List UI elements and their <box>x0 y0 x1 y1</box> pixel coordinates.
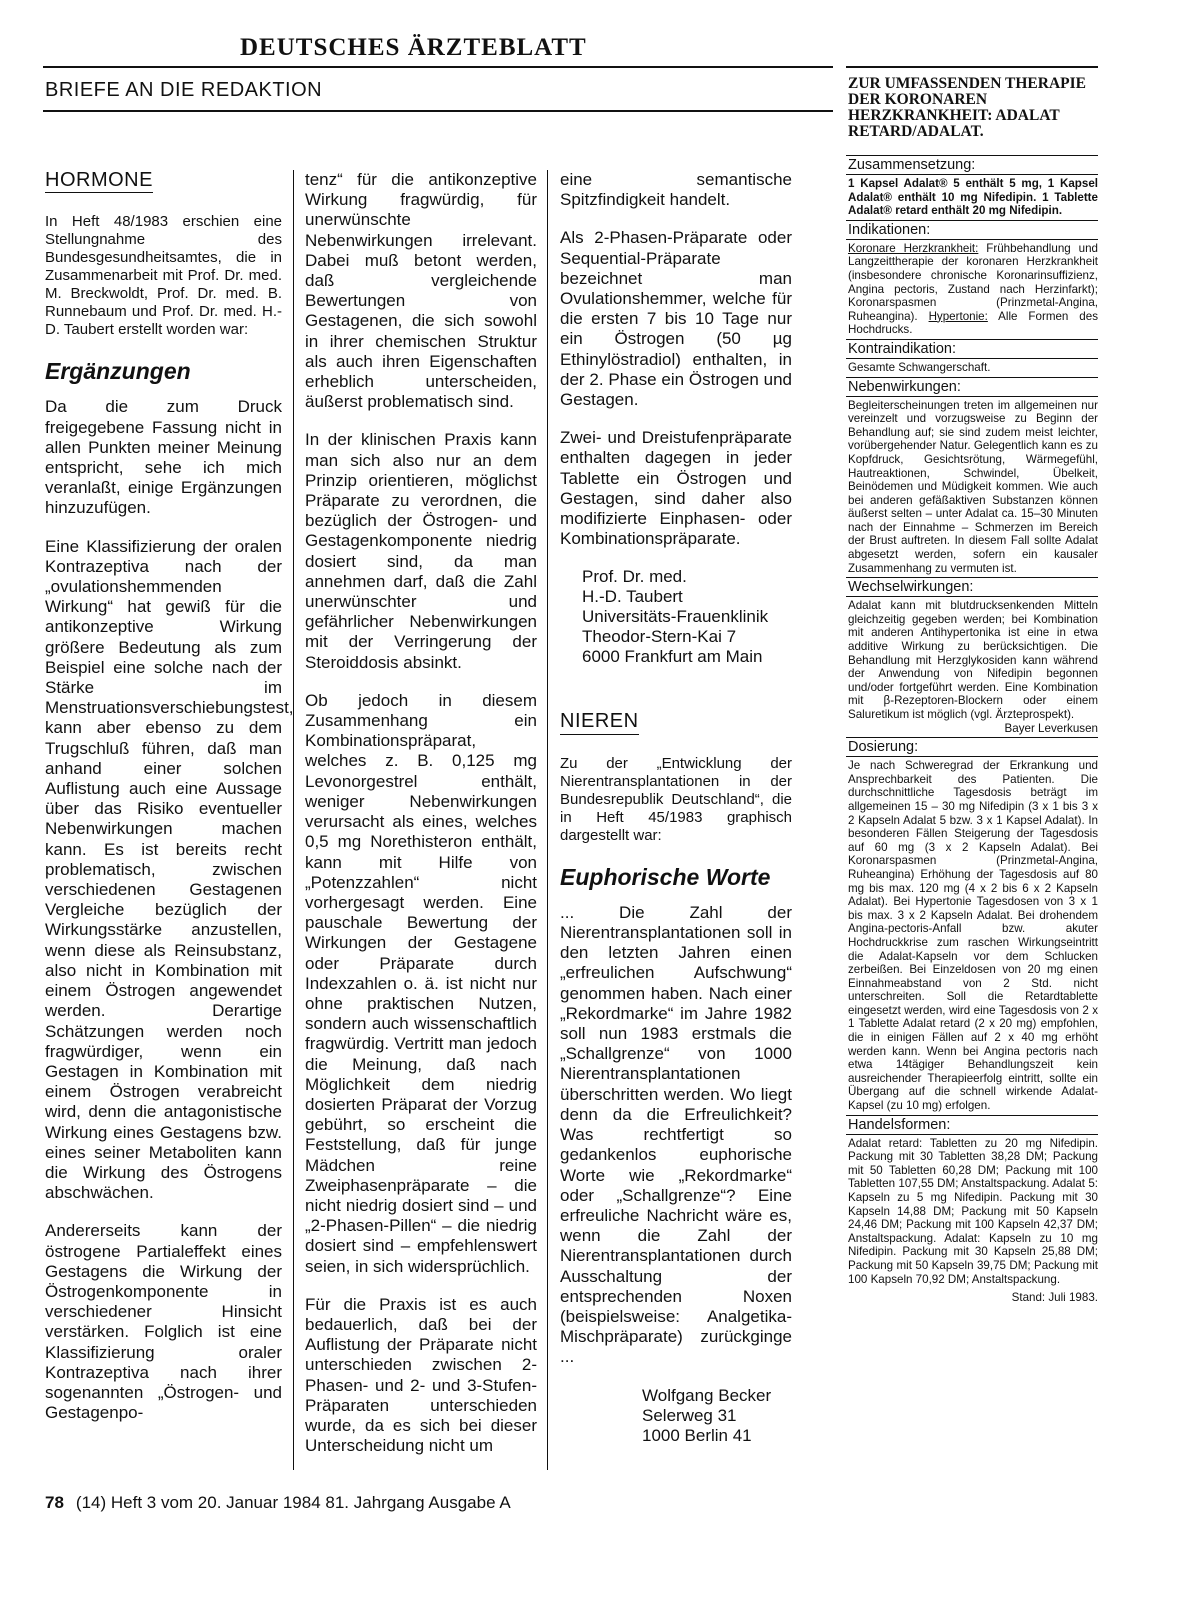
sidebar-text <box>846 597 1098 738</box>
sidebar-signoff: Bayer Leverkusen <box>1004 721 1098 735</box>
paragraph: Ob jedoch in diesem Zusammenhang ein Kombinationspräparat, welches z. B. 0,125 mg Levonorgestrel enthält, weniger Nebenwirkungen verursacht als eines, welches 0,5 mg Norethisteron enthält, kann mit Hilfe von „Potenzzahlen“ nicht vorhergesagt werden. Eine pauschale Bewertung der Wirkungen der Gestagene oder Präparate durch Indexzahlen o. ä. ist nicht nur ohne praktischen Nutzen, sondern auch wissenschaftlich fragwürdig. Vertritt man jedoch die Meinung, daß nach Möglichkeit dem niedrig dosierten Präparat der Vorzug gebührt, so erscheint die Feststellung, daß für junge Mädchen reine Zweiphasenpräparate – die nicht niedrig dosiert sind – und „2-Phasen-Pillen“ – die niedrig dosiert sind – empfehlenswert seien, in sich widersprüchlich. <box>305 690 537 1276</box>
signature-line: 6000 Frankfurt am Main <box>582 647 763 667</box>
inline-text: Alle Formen des Hochdrucks. <box>848 309 1098 337</box>
signature-line: Wolfgang Becker <box>642 1385 772 1405</box>
paragraph: Andererseits kann der östrogene Partialeffekt eines Gestagens die Wirkung der Östrogenkomponente in verschiedener Hinsicht verstärken. Folglich ist eine Klassifizierung oraler Kontrazeptiva nach ihrer sogenannten „Östrogen- und Gestagenpo- <box>45 1221 282 1423</box>
intro-text: Zu der „Entwicklung der Nierentransplantationen in der Bundesrepublik Deutschland“, die in Heft 45/1983 graphisch dargestellt war: <box>560 754 792 844</box>
paragraph: In der klinischen Praxis kann man sich also nur an dem Prinzip orientieren, möglichst Präparate zu verordnen, die bezüglich der Östrogen- und Gestagenkomponente niedrig dosiert sind, da man annehmen darf, daß die Zahl unerwünschter und gefährlicher Nebenwirkungen mit der Verringerung der Steroiddosis absinkt. <box>305 430 537 672</box>
sidebar-text: 1 Kapsel Adalat® 5 enthält 5 mg, 1 Kapsel Adalat® enthält 10 mg Nifedipin. 1 Tablette Adalat® retard enthält 20 mg Nifedipin. <box>848 177 1098 218</box>
page-number: 78 <box>45 1493 64 1512</box>
signature-line: Theodor-Stern-Kai 7 <box>582 627 737 647</box>
paragraph: Zwei- und Dreistufenpräparate enthalten dagegen in jeder Tablette ein Östrogen und Gestagen, sind daher also modifizierte Einphasen- oder Kombinationspräparate. <box>560 428 792 549</box>
inline-term: Koronare Herzkrankheit: <box>848 241 979 255</box>
signature-block <box>642 1386 792 1446</box>
signature-line: Universitäts-Frauenklinik <box>582 607 769 627</box>
column-divider <box>293 170 294 1470</box>
signature-line: H.-D. Taubert <box>582 587 683 607</box>
drug-info-sidebar <box>846 66 1098 1308</box>
inline-text: Frühbehandlung und Langzeittherapie der koronaren Herzkrankheit (insbesondere chronische Koronarinsuffizienz, Angina pectoris, Zustand nach Herzinfarkt); Koronarspasmen (Prinzmetal-Angina, Ruheangina). <box>848 241 1098 323</box>
paragraph: Da die zum Druck freigegebene Fassung nicht in allen Punkten meiner Meinung entspricht, sehe ich mich veranlaßt, einige Ergänzungen hinzuzufügen. <box>45 397 282 518</box>
sidebar-date: Stand: Juli 1983. <box>1011 1291 1098 1305</box>
sidebar-heading: Kontraindikation: <box>846 339 1098 359</box>
column-divider <box>547 170 548 1470</box>
topic-heading: NIEREN <box>560 711 639 734</box>
signature-line: Prof. Dr. med. <box>582 567 687 587</box>
signature-line: Selerweg 31 <box>642 1405 737 1425</box>
paragraph: ... Die Zahl der Nierentransplantationen soll in den letzten Jahren einen „erfreulichen Aufschwung“ genommen haben. Nach einer „Rekordmarke“ im Jahre 1982 soll nun 1983 erstmals die „Schallgrenze“ von 1000 Nierentransplantationen überschritten werden. Wo liegt denn da die Erfreulichkeit? Was rechtfertigt so gedankenlos euphorische Worte wie „Rekordmarke“ oder „Schallgrenze“? Eine erfreuliche Nachricht wäre es, wenn die Zahl der Nierentransplantationen durch Ausschaltung der entsprechenden Noxen (beispielsweise: Analgetika-Mischpräparate) zurückginge ... <box>560 902 792 1367</box>
signature-line: 1000 Berlin 41 <box>642 1425 752 1445</box>
sidebar-heading: Handelsformen: <box>846 1115 1098 1135</box>
sidebar-heading: Dosierung: <box>846 737 1098 757</box>
sidebar-title: ZUR UMFASSENDEN THERAPIE DER KORONAREN HERZKRANKHEIT: ADALAT RETARD/ADALAT. <box>848 75 1086 140</box>
sidebar-heading: Wechselwirkungen: <box>846 577 1098 597</box>
column-3 <box>560 170 792 1446</box>
sidebar-text <box>846 240 1098 340</box>
page-footer <box>45 1493 511 1513</box>
column-2 <box>305 170 537 1474</box>
topic-heading: HORMONE <box>45 170 153 193</box>
section-rule <box>43 110 833 112</box>
paragraph: tenz“ für die antikonzeptive Wirkung fragwürdig, für unerwünschte Nebenwirkungen irrelevant. Dabei muß betont werden, daß vergleichende Bewertungen von Gestagenen, die sich sowohl in ihrer chemischen Struktur als auch ihren Eigenschaften erheblich unterscheiden, äußerst problematisch sind. <box>305 170 537 412</box>
paragraph: Eine Klassifizierung der oralen Kontrazeptiva nach der „ovulationshemmenden Wirkung“ hat gewiß für die antikonzeptive Wirkung größere Bedeutung als zum Beispiel eine solche nach der Stärke im Menstruationsverschiebungstest, kann aber ebenso zu dem Trugschluß führen, daß man anhand einer solchen Auflistung auch eine Aussage über das Risiko eventueller Nebenwirkungen machen kann. Es ist bereits recht problematisch, zwischen verschiedenen Gestagenen Vergleiche bezüglich der Wirkungsstärke anzustellen, wenn diese als Reinsubstanz, also nicht in Kombination mit einem Östrogen angewendet werden. Derartige Schätzungen werden noch fragwürdiger, wenn ein Gestagen in Kombination mit einem Östrogen verabreicht wird, denn die antagonistische Wirkung eines Gestagens bzw. eines seiner Metaboliten kann die Wirkung des Östrogens abschwächen. <box>45 536 294 1203</box>
masthead: DEUTSCHES ÄRZTEBLATT <box>240 34 587 61</box>
signature-block <box>582 567 792 667</box>
sidebar-heading: Indikationen: <box>846 220 1098 240</box>
column-1 <box>45 169 294 1441</box>
sidebar-text: Adalat retard: Tabletten zu 20 mg Nifedipin. Packung mit 30 Tabletten 38,28 DM; Packung mit 50 Tabletten 60,28 DM; Packung mit 100 Tabletten 107,55 DM; Anstaltspackung. Adalat 5: Kapseln zu 5 mg Nifedipin. Packung mit 30 Kapseln 14,88 DM; Packung mit 50 Kapseln 24,46 DM; Packung mit 100 Kapseln 42,37 DM; Anstaltspackung. Adalat: Kapseln zu 10 mg Nifedipin. Packung mit 30 Kapseln 25,88 DM; Packung mit 50 Kapseln 39,75 DM; Packung mit 100 Kapseln 70,92 DM; Anstaltspackung. <box>848 1136 1098 1286</box>
paragraph: Als 2-Phasen-Präparate oder Sequential-Präparate bezeichnet man Ovulationshemmer, welche für die ersten 7 bis 10 Tage nur ein Östrogen (50 µg Ethinylöstradiol) enthalten, in der 2. Phase ein Östrogen und Gestagen. <box>560 228 792 410</box>
issue-info: (14) Heft 3 vom 20. Januar 1984 81. Jahrgang Ausgabe A <box>75 1493 511 1512</box>
paragraph: Für die Praxis ist es auch bedauerlich, daß bei der Auflistung der Präparate nicht unterschieden zwischen 2-Phasen- und 2- und 3-Stufen-Präparaten unterschieden wurde, da es sich bei dieser Unterscheidung nicht um <box>305 1294 537 1456</box>
sidebar-heading: Nebenwirkungen: <box>846 377 1098 397</box>
sidebar-text: Je nach Schweregrad der Erkrankung und Ansprechbarkeit des Patienten. Die durchschnittliche Tagesdosis beträgt im allgemeinen 15 – 30 mg Nifedipin (3 x 1 bis 3 x 2 Kapseln Adalat 5 bzw. 3 x 1 Kapsel Adalat). In besonderen Fällen Steigerung der Tagesdosis auf 60 mg (3 x 2 Kapseln Adalat). Bei Koronarspasmen (Prinzmetal-Angina, Ruheangina) Erhöhung der Tagesdosis auf 80 mg bis max. 120 mg (4 x 2 bis 6 x 2 Kapseln Adalat). Bei Hypertonie Tagesdosen von 3 x 1 bis max. 3 x 2 Kapseln Adalat. Bei drohendem Angina-pectoris-Anfall bzw. akuter Hochdruckkrise zum raschen Wirkungseintritt die Adalat-Kapseln vor dem Schlucken zerbeißen. Bei Einzeldosen von 20 mg einen Einnahmeabstand von 2 Std. nicht unterschreiten. Soll die Retardtablette eingesetzt werden, wird eine Tagesdosis von 2 x 1 Tablette Adalat retard (2 x 20 mg) empfohlen, die in einigen Fällen auf 2 x 40 mg erhöht werden kann. Wenn bei Angina pectoris nach etwa 14tägiger Behandlungszeit kein ausreichender Therapieerfolg eintritt, sollte ein Übergang auf die schnell wirkende Adalat-Kapsel (zu 10 mg) erfolgen. <box>848 759 1098 1113</box>
inline-text: Adalat kann mit blutdrucksenkenden Mitteln gleichzeitig gegeben werden; bei Kombination mit anderen Antihypertonika ist eine in etwa additive Wirkung zu berücksichtigen. Die Behandlung mit Herzglykosiden kann während der Anwendung von Nifedipin begonnen und/oder fortgeführt werden. Eine Kombination mit β-Rezeptoren-Blockern oder einem Saluretikum ist möglich (vgl. Ärzteprospekt). <box>848 599 1098 721</box>
article-headline: Euphorische Worte <box>560 863 771 890</box>
inline-term: Hypertonie: <box>928 309 988 323</box>
header-rule <box>43 66 833 68</box>
article-headline: Ergänzungen <box>45 358 191 385</box>
sidebar-text: Begleiterscheinungen treten im allgemeinen nur vereinzelt und vorzugsweise zu Beginn der Behandlung auf; sie sind zudem meist leichter, vorübergehender Natur. Gelegentlich kann es zu Kopfdruck, Gesichtsrötung, Wärmegefühl, Hautreaktionen, Schwindel, Übelkeit, Beinödemen und Müdigkeit kommen. Wie auch bei anderen gefäßaktiven Substanzen können äußerst selten – unter Adalat ca. 15–30 Minuten nach der Einnahme – Schmerzen im Bereich der Brust auftreten. In diesem Fall sollte Adalat abgesetzt werden, sofern ein kausaler Zusammenhang zu vermuten ist. <box>848 398 1098 575</box>
section-label: BRIEFE AN DIE REDAKTION <box>45 79 323 101</box>
sidebar-heading: Zusammensetzung: <box>846 155 1098 175</box>
sidebar-text: Gesamte Schwangerschaft. <box>848 360 991 374</box>
paragraph: eine semantische Spitzfindigkeit handelt. <box>560 170 792 210</box>
intro-text: In Heft 48/1983 erschien eine Stellungnahme des Bundesgesundheitsamtes, die in Zusammenarbeit mit Prof. Dr. med. M. Breckwoldt, Prof. Dr. med. B. Runnebaum und Prof. Dr. med. H.-D. Taubert erstellt worden war: <box>45 213 282 339</box>
